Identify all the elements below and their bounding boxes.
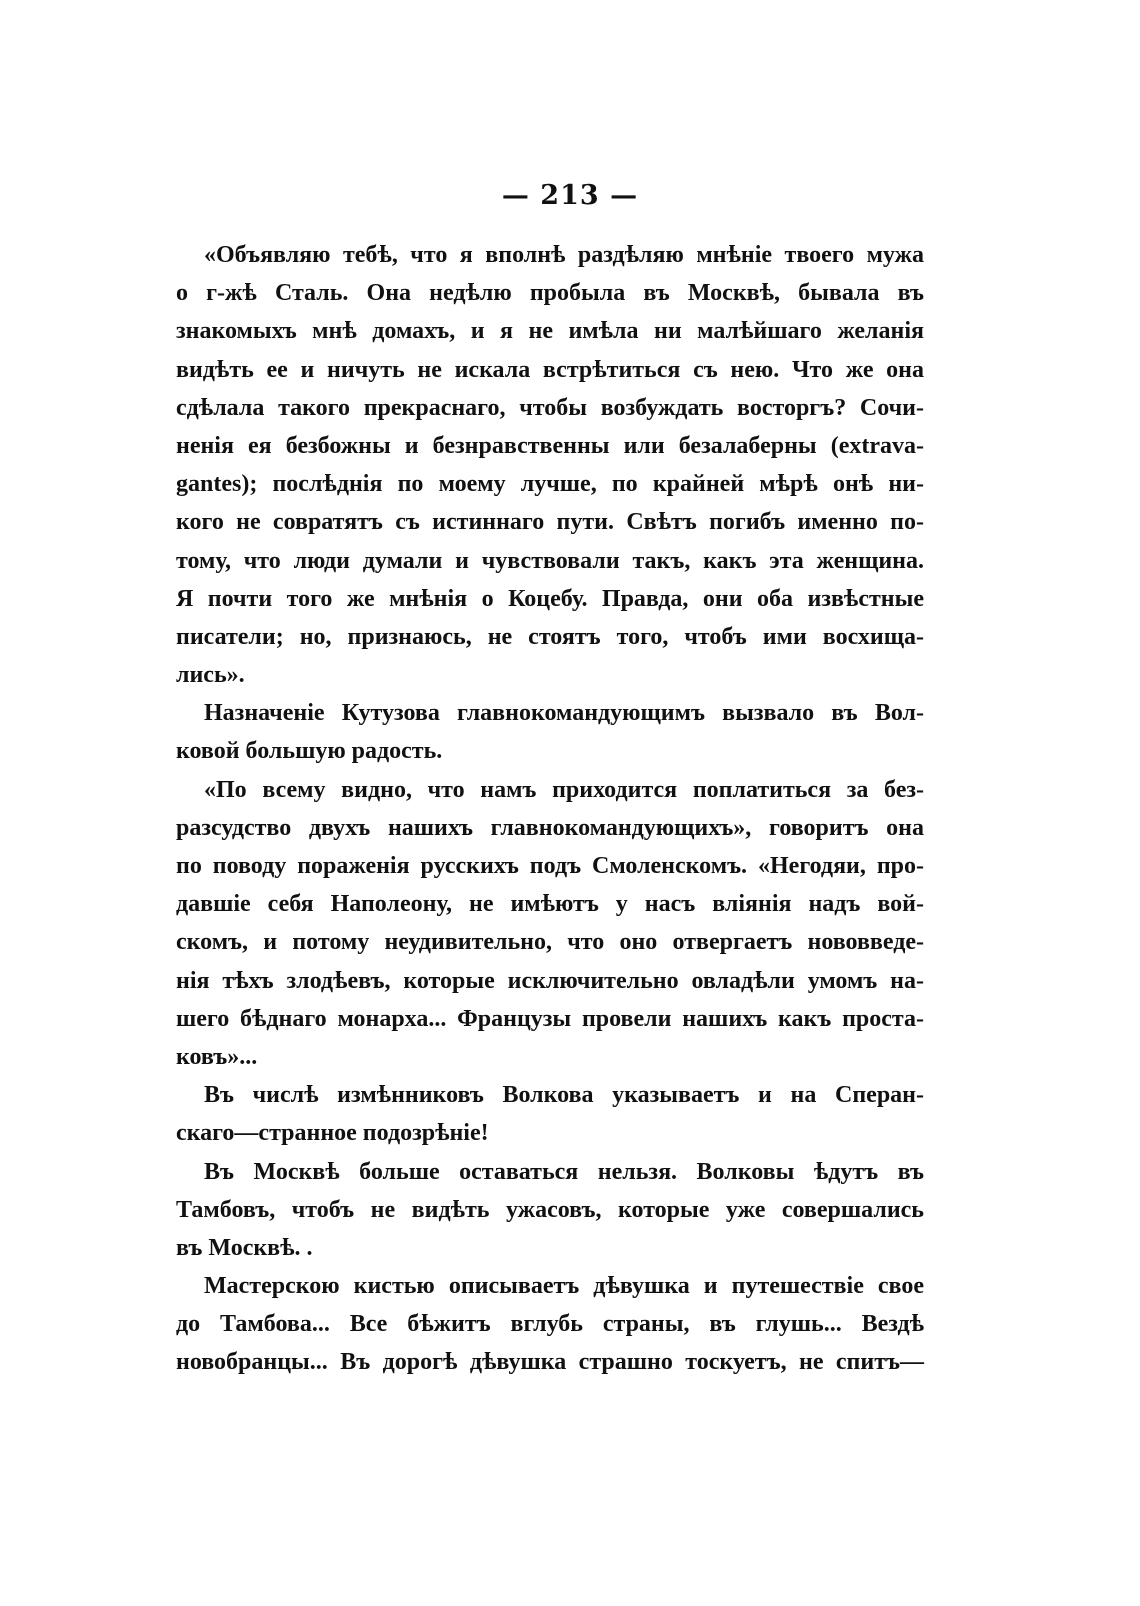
text-line: ковъ»... [176, 1043, 258, 1070]
text-line: шего бѣднаго монарха... Французы провели нашихъ какъ проста- [176, 1005, 924, 1032]
body-text [176, 236, 924, 1382]
text-line: тому, что люди думали и чувствовали такъ, какъ эта женщина. [176, 547, 924, 574]
text-line: gantes); послѣднія по моему лучше, по крайней мѣрѣ онѣ ни- [176, 471, 924, 498]
text-line: по поводу пораженія русскихъ подъ Смоленскомъ. «Негодяи, про- [176, 853, 924, 879]
text-line: видѣть ее и ничуть не искала встрѣтиться съ нею. Что же она [176, 356, 924, 383]
text-line: скомъ, и потому неудивительно, что оно отвергаетъ нововведе- [176, 929, 924, 956]
text-line: ковой большую радость. [176, 738, 443, 765]
text-line: кого не совратятъ съ истиннаго пути. Свѣтъ погибъ именно по- [176, 509, 924, 536]
text-line: новобранцы... Въ дорогѣ дѣвушка страшно тоскуетъ, не спитъ— [176, 1349, 924, 1376]
text-line: Назначеніе Кутузова главнокомандующимъ вызвало въ Вол- [204, 700, 924, 727]
text-line: нія тѣхъ злодѣевъ, которые исключительно овладѣли умомъ на- [176, 967, 924, 994]
text-line: «По всему видно, что намъ приходится поплатиться за без- [204, 776, 924, 803]
text-line: Въ Москвѣ больше оставаться нельзя. Волковы ѣдутъ въ [204, 1158, 924, 1185]
text-line: писатели; но, признаюсь, не стоятъ того, чтобъ ими восхища- [176, 623, 924, 650]
text-line: Въ числѣ измѣнниковъ Волкова указываетъ и на Сперан- [204, 1082, 924, 1109]
page-number: — 213 — [501, 180, 639, 211]
text-line: ненія ея безбожны и безнравственны или безалаберны (extrava- [176, 432, 924, 459]
text-line: сдѣлала такого прекраснаго, чтобы возбуждать восторгъ? Сочи- [176, 394, 924, 421]
text-line: лись». [176, 662, 245, 689]
text-line: давшіе себя Наполеону, не имѣютъ у насъ вліянія надъ вой- [176, 891, 924, 918]
text-line: Я почти того же мнѣнія о Коцебу. Правда, они оба извѣстные [176, 585, 924, 612]
text-line: «Объявляю тебѣ, что я вполнѣ раздѣляю мнѣніе твоего мужа [204, 242, 924, 268]
text-line: о г-жѣ Сталь. Она недѣлю пробыла въ Москвѣ, бывала въ [176, 280, 924, 307]
text-line: до Тамбова... Все бѣжитъ вглубь страны, въ глушь... Вездѣ [176, 1311, 924, 1338]
text-line: знакомыхъ мнѣ домахъ, и я не имѣла ни малѣйшаго желанія [176, 318, 924, 345]
text-line: Тамбовъ, чтобъ не видѣть ужасовъ, которые уже совершались [176, 1196, 924, 1223]
text-line: разсудство двухъ нашихъ главнокомандующихъ», говоритъ она [176, 814, 924, 841]
text-line: въ Москвѣ. . [176, 1234, 313, 1261]
text-line: скаго—странное подозрѣніе! [176, 1120, 489, 1147]
text-line: Мастерскою кистью описываетъ дѣвушка и путешествіе свое [204, 1273, 924, 1300]
